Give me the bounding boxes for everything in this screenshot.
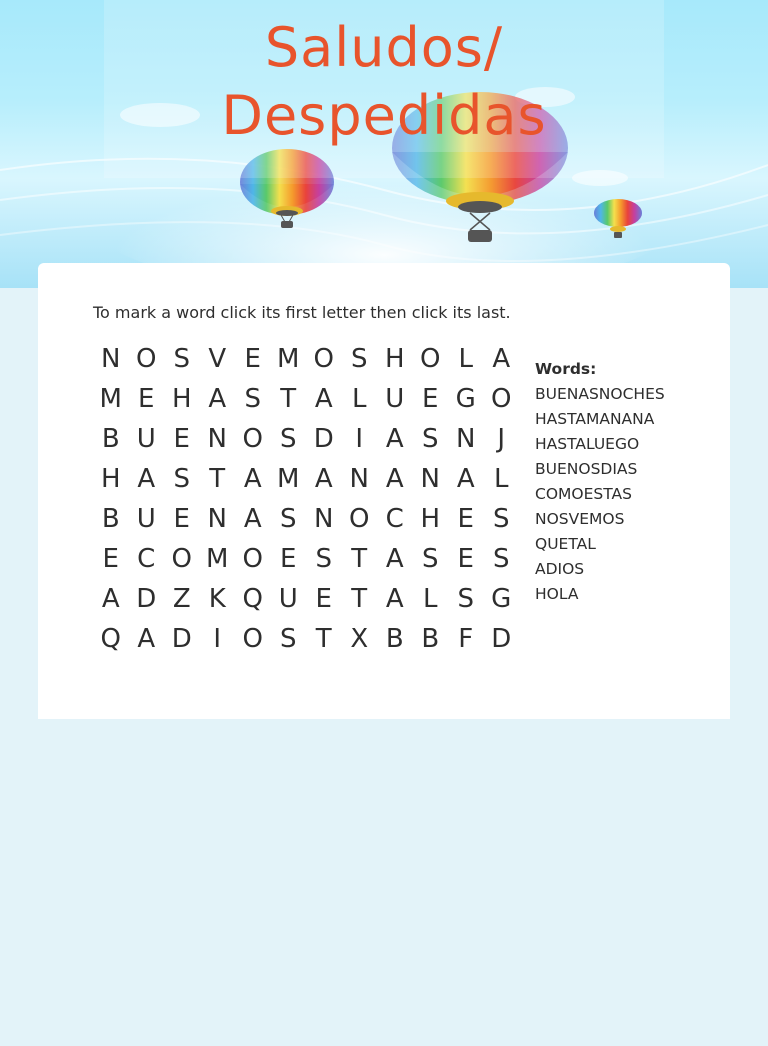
grid-letter-cell[interactable]: O	[242, 544, 263, 574]
grid-letter-cell[interactable]: K	[208, 584, 226, 614]
grid-letter-cell[interactable]: O	[491, 384, 512, 414]
grid-letter-cell[interactable]: T	[209, 464, 226, 494]
word-list-item: BUENASNOCHES	[535, 385, 665, 403]
grid-letter-cell[interactable]: A	[137, 464, 156, 494]
grid-letter-cell[interactable]: D	[491, 624, 512, 654]
grid-letter-cell[interactable]: O	[242, 624, 263, 654]
word-list-item: ADIOS	[535, 560, 585, 578]
grid-letter-cell[interactable]: S	[244, 384, 261, 414]
grid-letter-cell[interactable]: O	[242, 424, 263, 454]
grid-letter-cell[interactable]: U	[278, 584, 298, 614]
word-list	[535, 382, 665, 607]
grid-letter-cell[interactable]: Q	[100, 624, 121, 654]
grid-letter-cell[interactable]: T	[351, 544, 368, 574]
words-heading: Words:	[535, 360, 597, 378]
grid-letter-cell[interactable]: S	[492, 504, 510, 534]
grid-letter-cell[interactable]: S	[350, 344, 368, 374]
grid-letter-cell[interactable]: H	[420, 504, 441, 534]
grid-letter-cell[interactable]: E	[138, 384, 155, 414]
page-title-line2: Despedidas	[221, 84, 547, 147]
word-list-item: BUENOSDIAS	[535, 460, 638, 478]
grid-letter-cell[interactable]: O	[313, 344, 334, 374]
grid-letter-cell[interactable]: G	[455, 384, 476, 414]
grid-letter-cell[interactable]: L	[494, 464, 509, 494]
grid-letter-cell[interactable]: A	[385, 464, 404, 494]
grid-letter-cell[interactable]: N	[456, 424, 476, 454]
grid-letter-cell[interactable]: O	[420, 344, 441, 374]
word-list-item: HASTALUEGO	[535, 435, 640, 453]
grid-letter-cell[interactable]: O	[349, 504, 370, 534]
grid-letter-cell[interactable]: A	[385, 584, 404, 614]
letter-grid	[93, 339, 523, 659]
grid-letter-cell[interactable]: M	[277, 464, 300, 494]
grid-letter-cell[interactable]: H	[100, 464, 121, 494]
grid-letter-cell[interactable]: S	[173, 344, 190, 374]
word-list-item: NOSVEMOS	[535, 510, 625, 528]
grid-letter-cell[interactable]: S	[421, 424, 439, 454]
grid-letter-cell[interactable]: L	[423, 584, 438, 614]
grid-letter-cell[interactable]: L	[458, 344, 473, 374]
grid-letter-cell[interactable]: O	[171, 544, 192, 574]
grid-letter-cell[interactable]: S	[457, 584, 474, 614]
grid-letter-cell[interactable]: A	[137, 624, 156, 654]
grid-letter-cell[interactable]: D	[313, 424, 334, 454]
grid-letter-cell[interactable]: A	[243, 464, 262, 494]
grid-letter-cell[interactable]: C	[137, 544, 156, 574]
grid-letter-cell[interactable]: A	[492, 344, 511, 374]
grid-letter-cell[interactable]: N	[207, 424, 227, 454]
word-list-item: HASTAMANANA	[535, 410, 655, 428]
grid-letter-cell[interactable]: X	[350, 624, 369, 654]
grid-letter-cell[interactable]: B	[101, 424, 120, 454]
puzzle-card	[38, 263, 730, 719]
grid-letter-cell[interactable]: S	[279, 424, 297, 454]
grid-letter-cell[interactable]: S	[279, 624, 297, 654]
grid-letter-cell[interactable]: B	[385, 624, 404, 654]
grid-letter-cell[interactable]: E	[173, 424, 190, 454]
grid-letter-cell[interactable]: U	[136, 504, 156, 534]
grid-letter-cell[interactable]: A	[314, 384, 333, 414]
grid-letter-cell[interactable]: O	[136, 344, 157, 374]
grid-letter-cell[interactable]: A	[314, 464, 333, 494]
grid-letter-cell[interactable]: A	[385, 544, 404, 574]
grid-letter-cell[interactable]: C	[385, 504, 404, 534]
grid-letter-cell[interactable]: T	[315, 624, 332, 654]
grid-letter-cell[interactable]: U	[385, 384, 405, 414]
grid-letter-cell[interactable]: L	[352, 384, 367, 414]
grid-letter-cell[interactable]: E	[315, 584, 332, 614]
instructions-text: To mark a word click its first letter then click its last.	[93, 303, 511, 322]
grid-letter-cell[interactable]: N	[420, 464, 440, 494]
grid-letter-cell[interactable]: Q	[242, 584, 263, 614]
page-title-line1: Saludos/	[264, 16, 504, 79]
word-list-item: QUETAL	[535, 535, 596, 553]
grid-letter-cell[interactable]: E	[173, 504, 190, 534]
word-list-item: HOLA	[535, 585, 579, 603]
grid-letter-cell[interactable]: E	[280, 544, 297, 574]
grid-letter-cell[interactable]: F	[458, 624, 474, 654]
header-banner	[0, 0, 768, 288]
grid-letter-cell[interactable]: M	[99, 384, 122, 414]
grid-letter-cell[interactable]: T	[280, 384, 297, 414]
grid-letter-cell[interactable]: S	[279, 504, 297, 534]
grid-letter-cell[interactable]: Z	[172, 584, 191, 614]
grid-letter-cell[interactable]: E	[457, 544, 474, 574]
grid-letter-cell[interactable]: M	[206, 544, 229, 574]
grid-letter-cell[interactable]: N	[207, 504, 227, 534]
grid-letter-cell[interactable]: I	[213, 624, 222, 654]
grid-letter-cell[interactable]: H	[171, 384, 192, 414]
word-list-panel	[535, 359, 665, 607]
grid-letter-cell[interactable]: B	[101, 504, 120, 534]
grid-letter-cell[interactable]: D	[136, 584, 157, 614]
grid-letter-cell[interactable]: T	[351, 584, 368, 614]
page-title	[0, 14, 768, 150]
grid-letter-cell[interactable]: U	[136, 424, 156, 454]
grid-letter-cell[interactable]: S	[315, 544, 332, 574]
grid-letter-cell[interactable]: A	[385, 424, 404, 454]
grid-letter-cell[interactable]: I	[355, 424, 364, 454]
grid-letter-cell[interactable]: M	[277, 344, 300, 374]
grid-letter-cell[interactable]: A	[208, 384, 227, 414]
grid-letter-cell[interactable]: E	[244, 344, 261, 374]
grid-letter-cell[interactable]: S	[492, 544, 510, 574]
grid-letter-cell[interactable]: V	[208, 344, 227, 374]
grid-letter-cell[interactable]: N	[349, 464, 369, 494]
grid-letter-cell[interactable]: G	[491, 584, 512, 614]
word-list-item: COMOESTAS	[535, 485, 632, 503]
grid-letter-cell[interactable]: E	[102, 544, 119, 574]
grid-letter-cell[interactable]: E	[422, 384, 439, 414]
grid-letter-cell[interactable]: N	[314, 504, 334, 534]
grid-letter-cell[interactable]: N	[101, 344, 121, 374]
grid-letter-cell[interactable]: H	[384, 344, 405, 374]
grid-letter-cell[interactable]: B	[421, 624, 440, 654]
grid-letter-cell[interactable]: A	[101, 584, 120, 614]
grid-letter-cell[interactable]: A	[456, 464, 475, 494]
grid-letter-cell[interactable]: A	[243, 504, 262, 534]
grid-letter-cell[interactable]: S	[421, 544, 439, 574]
grid-letter-cell[interactable]: D	[171, 624, 192, 654]
grid-letter-cell[interactable]: E	[457, 504, 474, 534]
grid-letter-cell[interactable]: J	[497, 424, 506, 454]
grid-letter-cell[interactable]: S	[173, 464, 190, 494]
